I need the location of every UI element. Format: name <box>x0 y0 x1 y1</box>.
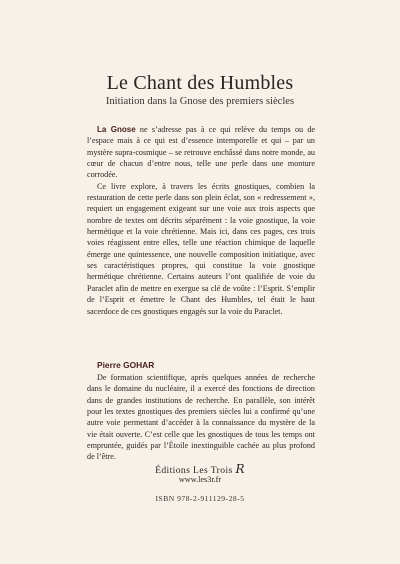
author-bio <box>87 372 315 463</box>
isbn: ISBN 978-2-911129-28-5 <box>155 494 245 503</box>
publisher-logo-mark: R <box>235 462 245 476</box>
publisher-label: Éditions Les Trois <box>155 465 233 476</box>
lead-term: La Gnose <box>97 125 136 134</box>
description-paragraph-1 <box>87 124 315 181</box>
paragraph-1-text: ne s’adresse pas à ce qui relève du temps ou de l’espace mais à ce qui est d’essence intemporelle et qui – par un mystère supra-cosmique – se retrouve enchâssé dans notre monde, au cœur de chacun d’entre nous, telle une perle dans une monture corrodée. <box>87 125 316 180</box>
description-paragraph-2: Ce livre explore, à travers les écrits gnostiques, combien la restauration de cette perle dans son plein éclat, son « redressement », requiert un engagement exigeant sur une voie aux trois aspects que nombre de textes ont décrits séparément : la voie gnostique, la voie hermétique et la voie chrétienne. Mais ici, dans ces pages, ces trois voies réagissent entre elles, telle une réaction chimique de laquelle émerge une quintessence, une nouvelle composition initiatique, avec ses caractéristiques propres, qui constitue la voie gnostique hermétique chrétienne. Certains auteurs l’ont qualifiée de voie du Paraclet afin de mettre en exergue sa clé de voûte : l’Esprit. S’emplir de l’Esprit et émettre le Chant des Humbles, tel était le haut sacerdoce de ces gnostiques engagés sur la voie du Paraclet. <box>87 181 315 316</box>
author-bio-text: De formation scientifique, après quelques années de recherche dans le domaine du nucléaire, il a exercé des fonctions de direction dans de grandes institutions de recherche. En parallèle, son intérêt pour les textes gnostiques des premiers siècles lui a confirmé qu’une autre voie permettant d’accéder à la connaissance du mystère de la vie était ouverte. C’est celle que les gnostiques de tous les temps ont empruntée, guidés par l’Étoile inextinguible cachée au plus profond de l’être. <box>87 373 315 462</box>
publisher-url: www.les3r.fr <box>178 475 222 484</box>
author-name: Pierre GOHAR <box>97 360 155 370</box>
description <box>87 124 315 317</box>
publisher-name <box>0 462 400 476</box>
book-subtitle: Initiation dans la Gnose des premiers siècles <box>105 96 295 107</box>
book-title: Le Chant des Humbles <box>106 72 294 94</box>
